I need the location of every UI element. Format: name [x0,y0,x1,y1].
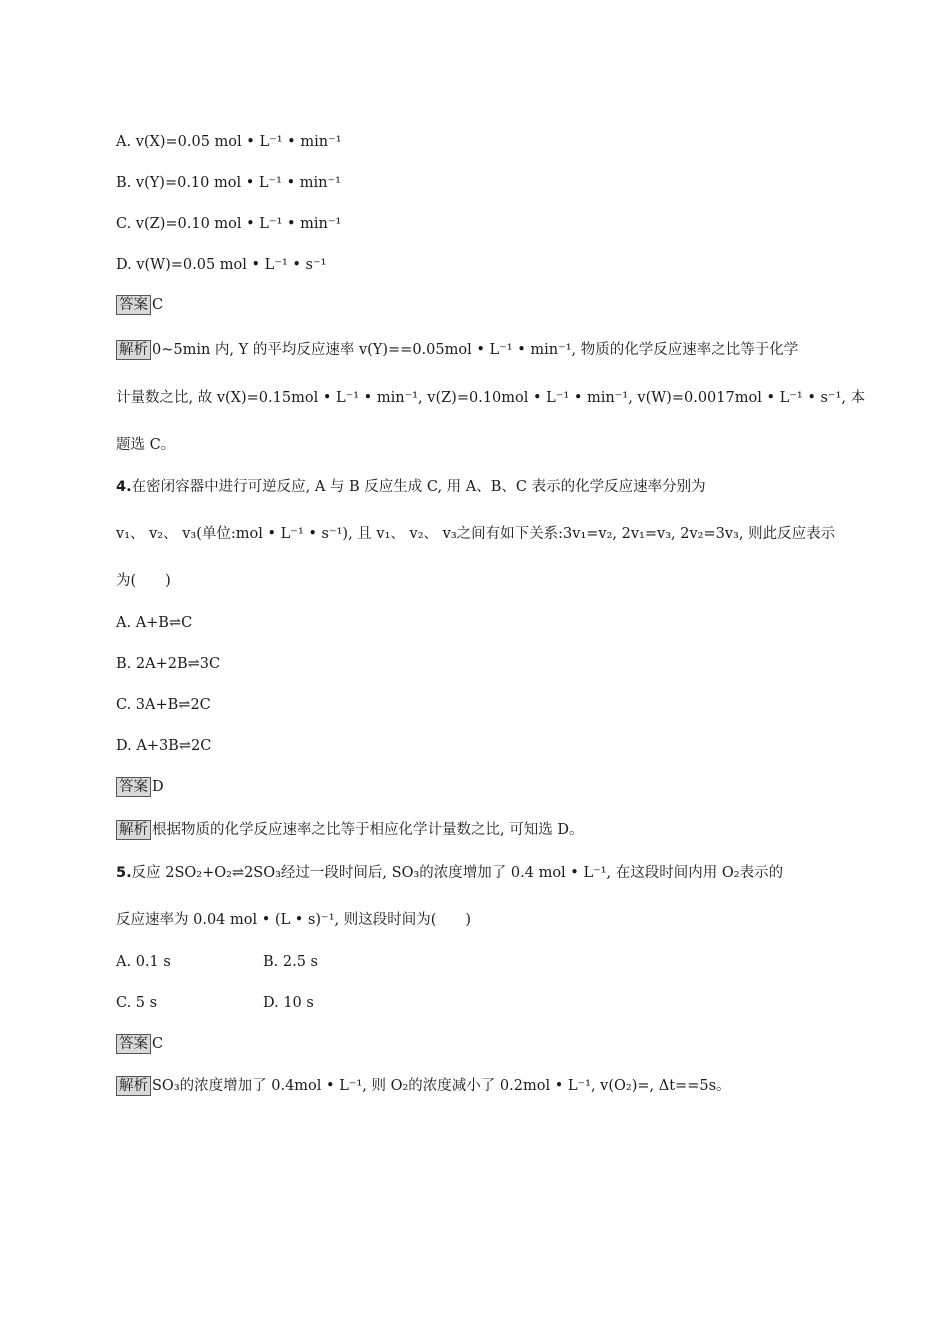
q4-option-b: B. 2A+2B⇌3C [116,656,221,672]
q4-analysis [116,820,583,840]
answer-tag: 答案 [116,777,151,797]
q4-stem [116,477,706,497]
question-number: 5. [116,865,132,881]
q5-option-a: A. 0.1 s [116,954,171,970]
answer-tag: 答案 [116,1034,151,1054]
q3-analysis-line-2: 计量数之比, 故 v(X)=0.15mol • L⁻¹ • min⁻¹, v(Z)=0.10mol • L⁻¹ • min⁻¹, v(W)=0.0017mol • L⁻¹ • s⁻¹, 本 [116,390,866,406]
q5-option-b: B. 2.5 s [263,954,318,970]
q3-option-d: D. v(W)=0.05 mol • L⁻¹ • s⁻¹ [116,257,327,273]
analysis-text: SO₃的浓度增加了 0.4mol • L⁻¹, 则 O₂的浓度减小了 0.2mol • L⁻¹, v(O₂)=, Δt==5s。 [152,1078,731,1094]
q4-stem-line-3: 为( ) [116,573,171,589]
analysis-tag: 解析 [116,820,151,840]
q3-option-b: B. v(Y)=0.10 mol • L⁻¹ • min⁻¹ [116,175,341,191]
q3-analysis-line-3: 题选 C。 [116,437,176,453]
analysis-text: 根据物质的化学反应速率之比等于相应化学计量数之比, 可知选 D。 [152,822,584,838]
analysis-tag: 解析 [116,340,151,360]
answer-tag: 答案 [116,295,151,315]
answer-value: D [152,779,164,795]
question-number: 4. [116,479,132,495]
question-text: 在密闭容器中进行可逆反应, A 与 B 反应生成 C, 用 A、B、C 表示的化学反应速率分别为 [131,479,706,495]
q5-stem-line-2: 反应速率为 0.04 mol • (L • s)⁻¹, 则这段时间为( ) [116,912,472,928]
question-text: 反应 2SO₂+O₂⇌2SO₃经过一段时间后, SO₃的浓度增加了 0.4 mol • L⁻¹, 在这段时间内用 O₂表示的 [131,865,784,881]
q5-option-c: C. 5 s [116,995,158,1011]
analysis-tag: 解析 [116,1076,151,1096]
q3-analysis [116,340,798,360]
answer-value: C [152,297,164,313]
q4-option-c: C. 3A+B⇌2C [116,697,211,713]
q5-analysis [116,1076,731,1096]
q4-option-d: D. A+3B⇌2C [116,738,212,754]
q4-stem-line-2: v₁、 v₂、 v₃(单位:mol • L⁻¹ • s⁻¹), 且 v₁、 v₂、 v₃之间有如下关系:3v₁=v₂, 2v₁=v₃, 2v₂=3v₃, 则此反应表示 [116,526,836,542]
q3-option-a: A. v(X)=0.05 mol • L⁻¹ • min⁻¹ [116,134,342,150]
q5-option-d: D. 10 s [263,995,314,1011]
q3-answer [116,295,163,315]
answer-value: C [152,1036,164,1052]
q5-stem [116,863,783,883]
q3-option-c: C. v(Z)=0.10 mol • L⁻¹ • min⁻¹ [116,216,342,232]
analysis-text: 0~5min 内, Y 的平均反应速率 v(Y)==0.05mol • L⁻¹ • min⁻¹, 物质的化学反应速率之比等于化学 [152,342,799,358]
q5-answer [116,1034,163,1054]
q4-option-a: A. A+B⇌C [116,615,193,631]
q4-answer [116,777,164,797]
